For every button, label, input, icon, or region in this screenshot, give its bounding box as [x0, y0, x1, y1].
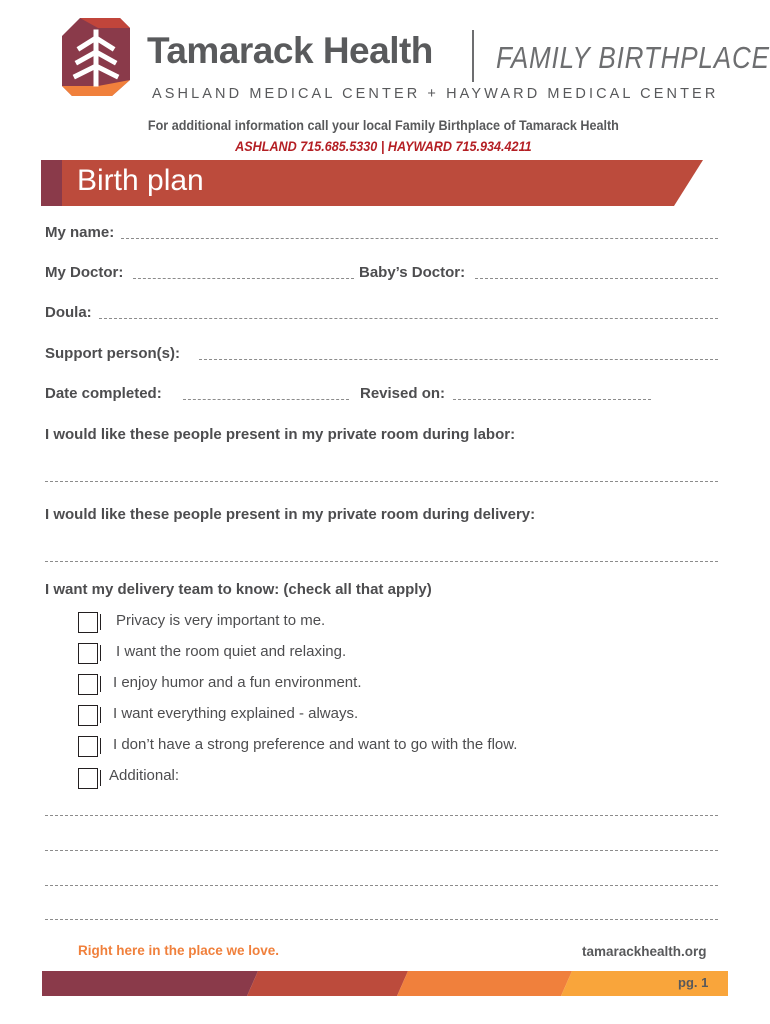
- additional-line-4[interactable]: [45, 919, 718, 920]
- brand-subtitle: FAMILY BIRTHPLACE: [496, 40, 770, 75]
- revised-on-line[interactable]: [453, 399, 651, 400]
- date-completed-line[interactable]: [183, 399, 349, 400]
- doula-label: Doula:: [45, 304, 92, 321]
- delivery-team-heading: I want my delivery team to know: (check all that apply): [45, 581, 432, 598]
- checkbox-divider: [100, 614, 101, 630]
- tamarack-logo: [58, 14, 134, 98]
- medical-centers: ASHLAND MEDICAL CENTER + HAYWARD MEDICAL CENTER: [152, 86, 719, 102]
- checkbox-divider: [100, 770, 101, 786]
- tagline: Right here in the place we love.: [78, 943, 280, 958]
- babys-doctor-line[interactable]: [475, 278, 718, 279]
- my-doctor-label: My Doctor:: [45, 264, 124, 281]
- quiet-room-checkbox[interactable]: [78, 643, 98, 664]
- brand-divider: [472, 30, 474, 82]
- page-number: pg. 1: [678, 975, 709, 990]
- my-doctor-line[interactable]: [133, 278, 354, 279]
- checkbox-divider: [100, 676, 101, 692]
- labor-people-line[interactable]: [45, 481, 718, 482]
- revised-on-label: Revised on:: [360, 385, 446, 402]
- delivery-question: I would like these people present in my private room during delivery:: [45, 506, 536, 523]
- brand-name: Tamarack Health: [147, 30, 433, 71]
- info-line: For additional information call your local Family Birthplace of Tamarack Health: [147, 117, 619, 133]
- checkbox-divider: [100, 738, 101, 754]
- phone-numbers: ASHLAND 715.685.5330 | HAYWARD 715.934.4211: [235, 138, 532, 154]
- checklist-item-label: I want the room quiet and relaxing.: [116, 643, 347, 660]
- checklist-item-label: I want everything explained - always.: [113, 705, 359, 722]
- support-persons-label: Support person(s):: [45, 345, 180, 362]
- footer-color-bar: [42, 971, 728, 996]
- labor-question: I would like these people present in my private room during labor:: [45, 426, 516, 443]
- page-title: Birth plan: [77, 164, 204, 197]
- checklist-item-label: I enjoy humor and a fun environment.: [113, 674, 362, 691]
- additional-line-2[interactable]: [45, 850, 718, 851]
- checkbox-divider: [100, 707, 101, 723]
- checklist-item-label: Privacy is very important to me.: [116, 612, 326, 629]
- no-preference-checkbox[interactable]: [78, 736, 98, 757]
- website-link[interactable]: tamarackhealth.org: [582, 944, 707, 959]
- doula-line[interactable]: [99, 318, 718, 319]
- checklist-item-label: Additional:: [109, 767, 180, 784]
- humor-checkbox[interactable]: [78, 674, 98, 695]
- my-name-line[interactable]: [121, 238, 718, 239]
- date-completed-label: Date completed:: [45, 385, 162, 402]
- delivery-people-line[interactable]: [45, 561, 718, 562]
- privacy-checkbox[interactable]: [78, 612, 98, 633]
- support-persons-line[interactable]: [199, 359, 718, 360]
- additional-checkbox[interactable]: [78, 768, 98, 789]
- additional-line-3[interactable]: [45, 885, 718, 886]
- babys-doctor-label: Baby’s Doctor:: [359, 264, 466, 281]
- my-name-label: My name:: [45, 224, 115, 241]
- additional-line-1[interactable]: [45, 815, 718, 816]
- explained-checkbox[interactable]: [78, 705, 98, 726]
- checklist-item-label: I don’t have a strong preference and want to go with the flow.: [113, 736, 518, 753]
- checkbox-divider: [100, 645, 101, 661]
